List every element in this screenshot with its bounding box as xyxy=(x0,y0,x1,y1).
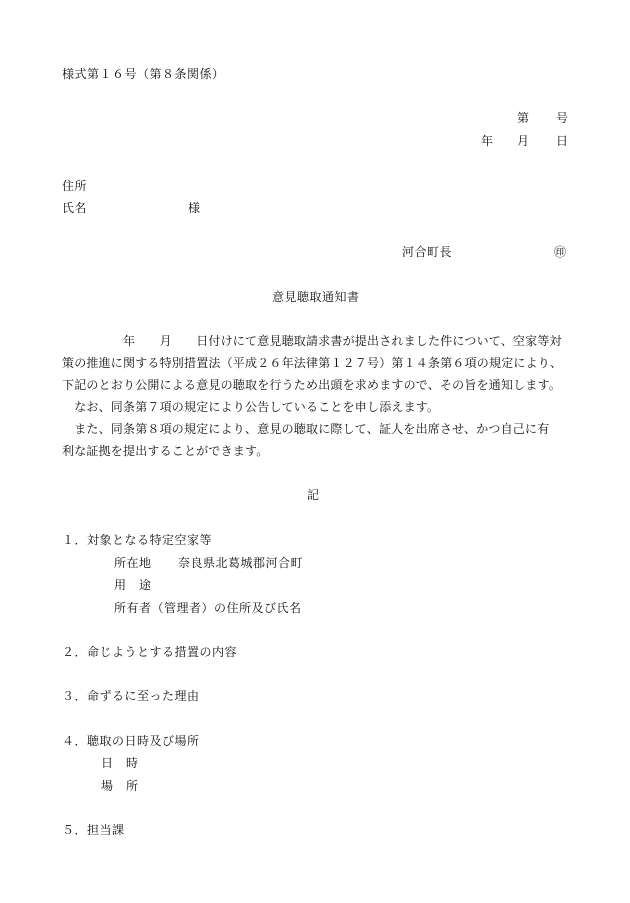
name-label: 氏名 xyxy=(62,201,88,215)
body-line: 下記のとおり公開による意見の聴取を行うため出頭を求めますので、その旨を通知します。 xyxy=(62,378,562,392)
item3-heading: ３．命ずるに至った理由 xyxy=(62,689,200,703)
item4-datetime-label: 日 時 xyxy=(101,756,139,770)
body-line: 策の推進に関する特別措置法（平成２６年法律第１２７号）第１４条第６項の規定により、 xyxy=(62,356,563,370)
body-line: なお、同条第７項の規定により公告していることを申し添えます。 xyxy=(62,400,440,414)
item2-heading: ２．命じようとする措置の内容 xyxy=(62,645,238,659)
date-day: 日 xyxy=(556,134,569,148)
body-line: また、同条第８項の規定により、意見の聴取に際して、証人を出席させ、かつ自己に有 xyxy=(62,422,550,436)
item1-owner-label: 所有者（管理者）の住所及び氏名 xyxy=(114,601,302,615)
date-month: 月 xyxy=(517,134,530,148)
date-year: 年 xyxy=(481,134,494,148)
body-line: 利な証拠を提出することができます。 xyxy=(62,444,269,458)
doc-number-go: 号 xyxy=(556,111,569,125)
document-title: 意見聴取通知書 xyxy=(272,290,360,304)
item1-use-label: 用 途 xyxy=(114,578,152,592)
body-paragraph xyxy=(62,330,574,462)
item5-heading: ５．担当課 xyxy=(62,823,125,837)
sender-title: 河合町長 xyxy=(402,245,453,259)
honorific: 様 xyxy=(188,201,201,215)
doc-number-dai: 第 xyxy=(517,111,530,125)
ki-mark: 記 xyxy=(307,488,320,502)
seal-mark: ㊞ xyxy=(554,245,567,259)
form-number: 様式第１６号（第８条関係） xyxy=(62,67,225,81)
item1-location-value: 奈良県北葛城郡河合町 xyxy=(178,556,304,570)
item4-heading: ４．聴取の日時及び場所 xyxy=(62,734,200,748)
item1-heading: １．対象となる特定空家等 xyxy=(62,533,213,547)
body-line: 年 月 日付けにて意見聴取請求書が提出されました件について、空家等対 xyxy=(62,334,562,348)
item4-place-label: 場 所 xyxy=(101,779,139,793)
address-label: 住所 xyxy=(62,179,88,193)
item1-location-label: 所在地 xyxy=(114,556,152,570)
